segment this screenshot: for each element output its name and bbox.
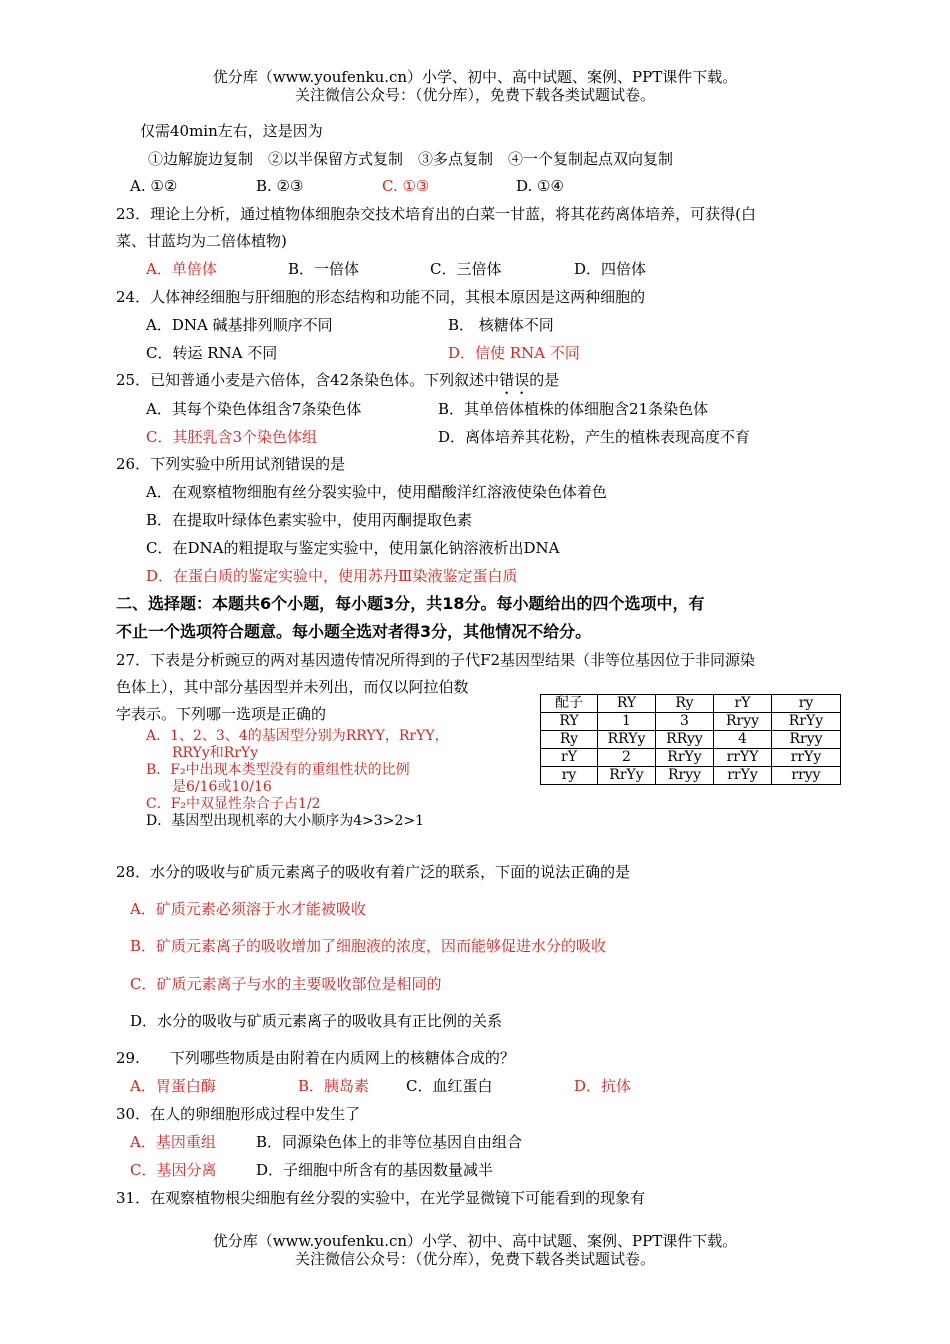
q22-items: ①边解旋边复制 ②以半保留方式复制 ③多点复制 ④一个复制起点双向复制 bbox=[148, 150, 674, 168]
q28-option-c: C．矿质元素离子与水的主要吸收部位是相同的 bbox=[130, 975, 442, 993]
q24-option-a: A．DNA 碱基排列顺序不同 bbox=[146, 316, 333, 334]
table-cell: Rryy bbox=[772, 731, 841, 749]
q28-option-b: B．矿质元素离子的吸收增加了细胞液的浓度，因而能够促进水分的吸收 bbox=[130, 937, 607, 955]
table-cell: rrYy bbox=[714, 767, 772, 785]
q25-option-d: D．离体培养其花粉，产生的植株表现高度不育 bbox=[438, 428, 751, 446]
q22-option-d: D. ①④ bbox=[516, 177, 564, 195]
table-header-cell: rY bbox=[714, 695, 772, 713]
q24-stem: 24．人体神经细胞与肝细胞的形态结构和功能不同，其根本原因是这两种细胞的 bbox=[116, 288, 646, 306]
table-row bbox=[541, 767, 841, 785]
q25-stem bbox=[116, 370, 559, 398]
q23-option-d: D．四倍体 bbox=[574, 260, 647, 278]
q29-stem: 29. 下列哪些物质是由附着在内质网上的核糖体合成的？ bbox=[116, 1049, 515, 1067]
q26-stem: 26．下列实验中所用试剂错误的是 bbox=[116, 455, 346, 473]
section2-line2: 不止一个选项符合题意。每小题全选对者得3分，其他情况不给分。 bbox=[116, 622, 592, 641]
q30-option-b: B．同源染色体上的非等位基因自由组合 bbox=[256, 1133, 523, 1151]
q27-option-b-line2: 是6/16或10/16 bbox=[172, 779, 272, 795]
table-cell: rryy bbox=[772, 767, 841, 785]
footer-line-2: 关注微信公众号：（优分库），免费下载各类试题试卷。 bbox=[294, 1250, 655, 1268]
q23-option-b: B．一倍体 bbox=[288, 260, 360, 278]
q30-option-a: A．基因重组 bbox=[130, 1133, 216, 1151]
q29-option-b: B．胰岛素 bbox=[298, 1077, 370, 1095]
table-header-cell: RY bbox=[598, 695, 656, 713]
table-header-row bbox=[541, 695, 841, 713]
table-header-cell: 配子 bbox=[541, 695, 598, 713]
q26-option-d: D．在蛋白质的鉴定实验中，使用苏丹Ⅲ染液鉴定蛋白质 bbox=[146, 567, 518, 585]
q26-option-b: B．在提取叶绿体色素实验中，使用丙酮提取色素 bbox=[146, 511, 473, 529]
table-cell: rrYY bbox=[714, 749, 772, 767]
q22-option-b: B. ②③ bbox=[256, 177, 304, 195]
table-cell: RrYy bbox=[772, 713, 841, 731]
table-cell: ry bbox=[541, 767, 598, 785]
q29-option-d: D．抗体 bbox=[574, 1077, 632, 1095]
q25-stem-pre: 25．已知普通小麦是六倍体，含42条染色体。下列叙述中 bbox=[116, 371, 500, 389]
table-row bbox=[541, 749, 841, 767]
table-cell: RrYy bbox=[598, 767, 656, 785]
table-cell: 3 bbox=[656, 713, 714, 731]
q27-option-c: C．F₂中双显性杂合子占1/2 bbox=[146, 796, 321, 812]
table-cell: Ry bbox=[541, 731, 598, 749]
q30-option-c: C．基因分离 bbox=[130, 1161, 217, 1179]
q25-stem-post: 的是 bbox=[529, 371, 560, 389]
table-cell: rY bbox=[541, 749, 598, 767]
q23-option-a: A．单倍体 bbox=[146, 260, 217, 278]
q28-stem: 28．水分的吸收与矿质元素离子的吸收有着广泛的联系，下面的说法正确的是 bbox=[116, 863, 631, 881]
q27-stem-line2: 色体上），其中部分基因型并未列出，而仅以阿拉伯数 bbox=[116, 678, 469, 696]
q28-option-a: A．矿质元素必须溶于水才能被吸收 bbox=[130, 900, 366, 918]
q23-stem-line1: 23．理论上分析，通过植物体细胞杂交技术培育出的白菜一甘蓝，将其花药离体培养，可获得(白 bbox=[116, 205, 756, 223]
table-row bbox=[541, 731, 841, 749]
table-cell: Rryy bbox=[656, 767, 714, 785]
q25-stem-emphasis: 错误 bbox=[499, 371, 530, 389]
q30-stem: 30．在人的卵细胞形成过程中发生了 bbox=[116, 1105, 361, 1123]
q24-option-b: B． 核糖体不同 bbox=[448, 316, 554, 334]
q24-option-c: C．转运 RNA 不同 bbox=[146, 344, 278, 362]
q29-option-c: C．血红蛋白 bbox=[406, 1077, 493, 1095]
footer-line-1: 优分库（www.youfenku.cn）小学、初中、高中试题、案例、PPT课件下载。 bbox=[212, 1232, 738, 1250]
table-cell: 4 bbox=[714, 731, 772, 749]
q27-option-d: D．基因型出现机率的大小顺序为4>3>2>1 bbox=[146, 813, 425, 829]
q24-option-d: D．信使 RNA 不同 bbox=[448, 344, 580, 362]
table-cell: RrYy bbox=[656, 749, 714, 767]
q22-continuation: 仅需40min左右，这是因为 bbox=[140, 122, 323, 140]
table-cell: 1 bbox=[598, 713, 656, 731]
table-cell: Rryy bbox=[714, 713, 772, 731]
header-line-2: 关注微信公众号：（优分库），免费下载各类试题试卷。 bbox=[294, 86, 655, 104]
q25-option-b: B．其单倍体植株的体细胞含21条染色体 bbox=[438, 400, 709, 418]
q27-option-b-line1: B．F₂中出现本类型没有的重组性状的比例 bbox=[146, 762, 410, 778]
q25-option-c: C．其胚乳含3个染色体组 bbox=[146, 428, 318, 446]
q22-option-a: A. ①② bbox=[130, 177, 178, 195]
table-cell: 2 bbox=[598, 749, 656, 767]
table-header-cell: ry bbox=[772, 695, 841, 713]
table-cell: RRyy bbox=[656, 731, 714, 749]
q25-option-a: A．其每个染色体组含7条染色体 bbox=[146, 400, 362, 418]
q27-option-a-line2: RRYy和RrYy bbox=[172, 745, 259, 761]
table-cell: RRYy bbox=[598, 731, 656, 749]
q31-stem: 31．在观察植物根尖细胞有丝分裂的实验中，在光学显微镜下可能看到的现象有 bbox=[116, 1189, 646, 1207]
q26-option-a: A．在观察植物细胞有丝分裂实验中，使用醋酸洋红溶液使染色体着色 bbox=[146, 483, 607, 501]
q23-option-c: C．三倍体 bbox=[430, 260, 502, 278]
q26-option-c: C．在DNA的粗提取与鉴定实验中，使用氯化钠溶液析出DNA bbox=[146, 539, 560, 557]
q27-stem-line1: 27．下表是分析豌豆的两对基因遗传情况所得到的子代F2基因型结果（非等位基因位于非同源染 bbox=[116, 651, 756, 669]
table-row bbox=[541, 713, 841, 731]
table-cell: rrYy bbox=[772, 749, 841, 767]
table-cell: RY bbox=[541, 713, 598, 731]
q30-option-d: D．子细胞中所含有的基因数量减半 bbox=[256, 1161, 494, 1179]
q28-option-d: D．水分的吸收与矿质元素离子的吸收具有正比例的关系 bbox=[130, 1012, 503, 1030]
header-line-1: 优分库（www.youfenku.cn）小学、初中、高中试题、案例、PPT课件下载。 bbox=[212, 68, 738, 86]
section2-line1: 二、选择题：本题共6个小题，每小题3分，共18分。每小题给出的四个选项中，有 bbox=[116, 594, 705, 613]
q29-option-a: A．胃蛋白酶 bbox=[130, 1077, 216, 1095]
table-header-cell: Ry bbox=[656, 695, 714, 713]
q27-option-a-line1: A．1、2、3、4的基因型分别为RRYY，RrYY， bbox=[146, 728, 449, 744]
q22-option-c: C. ①③ bbox=[382, 177, 430, 195]
q23-stem-line2: 菜、甘蓝均为二倍体植物) bbox=[116, 232, 287, 250]
genotype-table bbox=[540, 694, 841, 785]
q27-stem-line3: 字表示。下列哪一选项是正确的 bbox=[116, 705, 327, 723]
